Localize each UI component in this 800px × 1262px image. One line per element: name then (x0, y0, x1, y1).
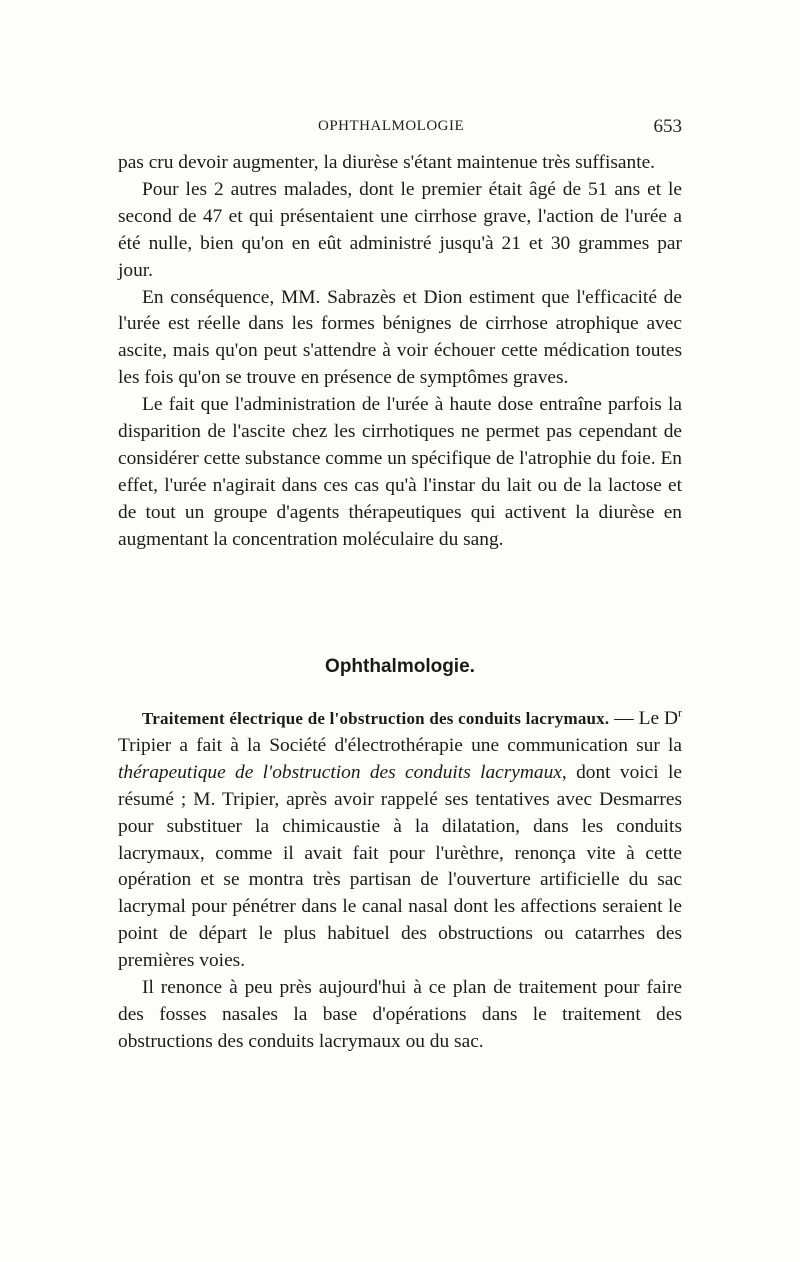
paragraph: Il renonce à peu près aujourd'hui à ce plan de traitement pour faire des fosses nasales la base d'opérations dans le traitement des obstructions des conduits lacrymaux ou du sac. (118, 977, 682, 1052)
paragraph-text: , dont voici le résumé ; M. Tripier, après avoir rappelé ses tentatives avec Desmarres pour substituer la chimicaustie à la dilatation, dans les conduits lacrymaux, comme il avait fait pour l'urèthre, renonça vite à cette opération et se montra très partisan de l'ouverture artificielle du sac lacrymal pour pénétrer dans le canal nasal dont les affections seraient le point de départ le plus habituel des obstructions ou catarrhes des premières voies. (118, 761, 682, 972)
paragraph-text: — Le D (609, 708, 678, 729)
paragraph: En conséquence, MM. Sabrazès et Dion estiment que l'efficacité de l'urée est réelle dans les formes bénignes de cirrhose atrophique avec ascite, mais qu'on peut s'attendre à voir échouer cette médication toutes les fois qu'on se trouve en présence de symptômes graves. (118, 286, 682, 389)
superscript: r (678, 705, 682, 720)
paragraph: Le fait que l'administration de l'urée à haute dose entraîne parfois la disparition de l'ascite chez les cirrhotiques ne permet pas cependant de considérer cette substance comme un spécifique de l'atrophie du foie. En effet, l'urée n'agirait dans ces cas qu'à l'instar du lait ou de la lactose et de tout un groupe d'agents thérapeutiques qui activent la diurèse en augmentant la concentration moléculaire du sang. (118, 394, 682, 550)
running-title: OPHTHALMOLOGIE (318, 118, 465, 134)
italic-phrase: thérapeutique de l'obstruction des conduits lacrymaux (118, 761, 562, 783)
section-heading: Ophthalmologie. (325, 656, 475, 677)
running-head (118, 118, 682, 142)
text-block-uree (118, 150, 682, 554)
paragraph: Pour les 2 autres malades, dont le premier était âgé de 51 ans et le second de 47 et qui présentaient une cirrhose grave, l'action de l'urée a été nulle, bien qu'on en eût administré jusqu'à 21 et 30 grammes par jour. (118, 178, 682, 281)
paragraph (118, 706, 682, 975)
paragraph-text: Tripier a fait à la Société d'électrothérapie une communication sur la (118, 734, 682, 756)
run-in-title: Traitement électrique de l'obstruction des conduits lacrymaux. (142, 709, 610, 728)
page-number: 653 (653, 116, 682, 137)
text-block-lacrymaux (118, 706, 682, 1056)
paragraph: pas cru devoir augmenter, la diurèse s'étant maintenue très suffisante. (118, 152, 656, 173)
